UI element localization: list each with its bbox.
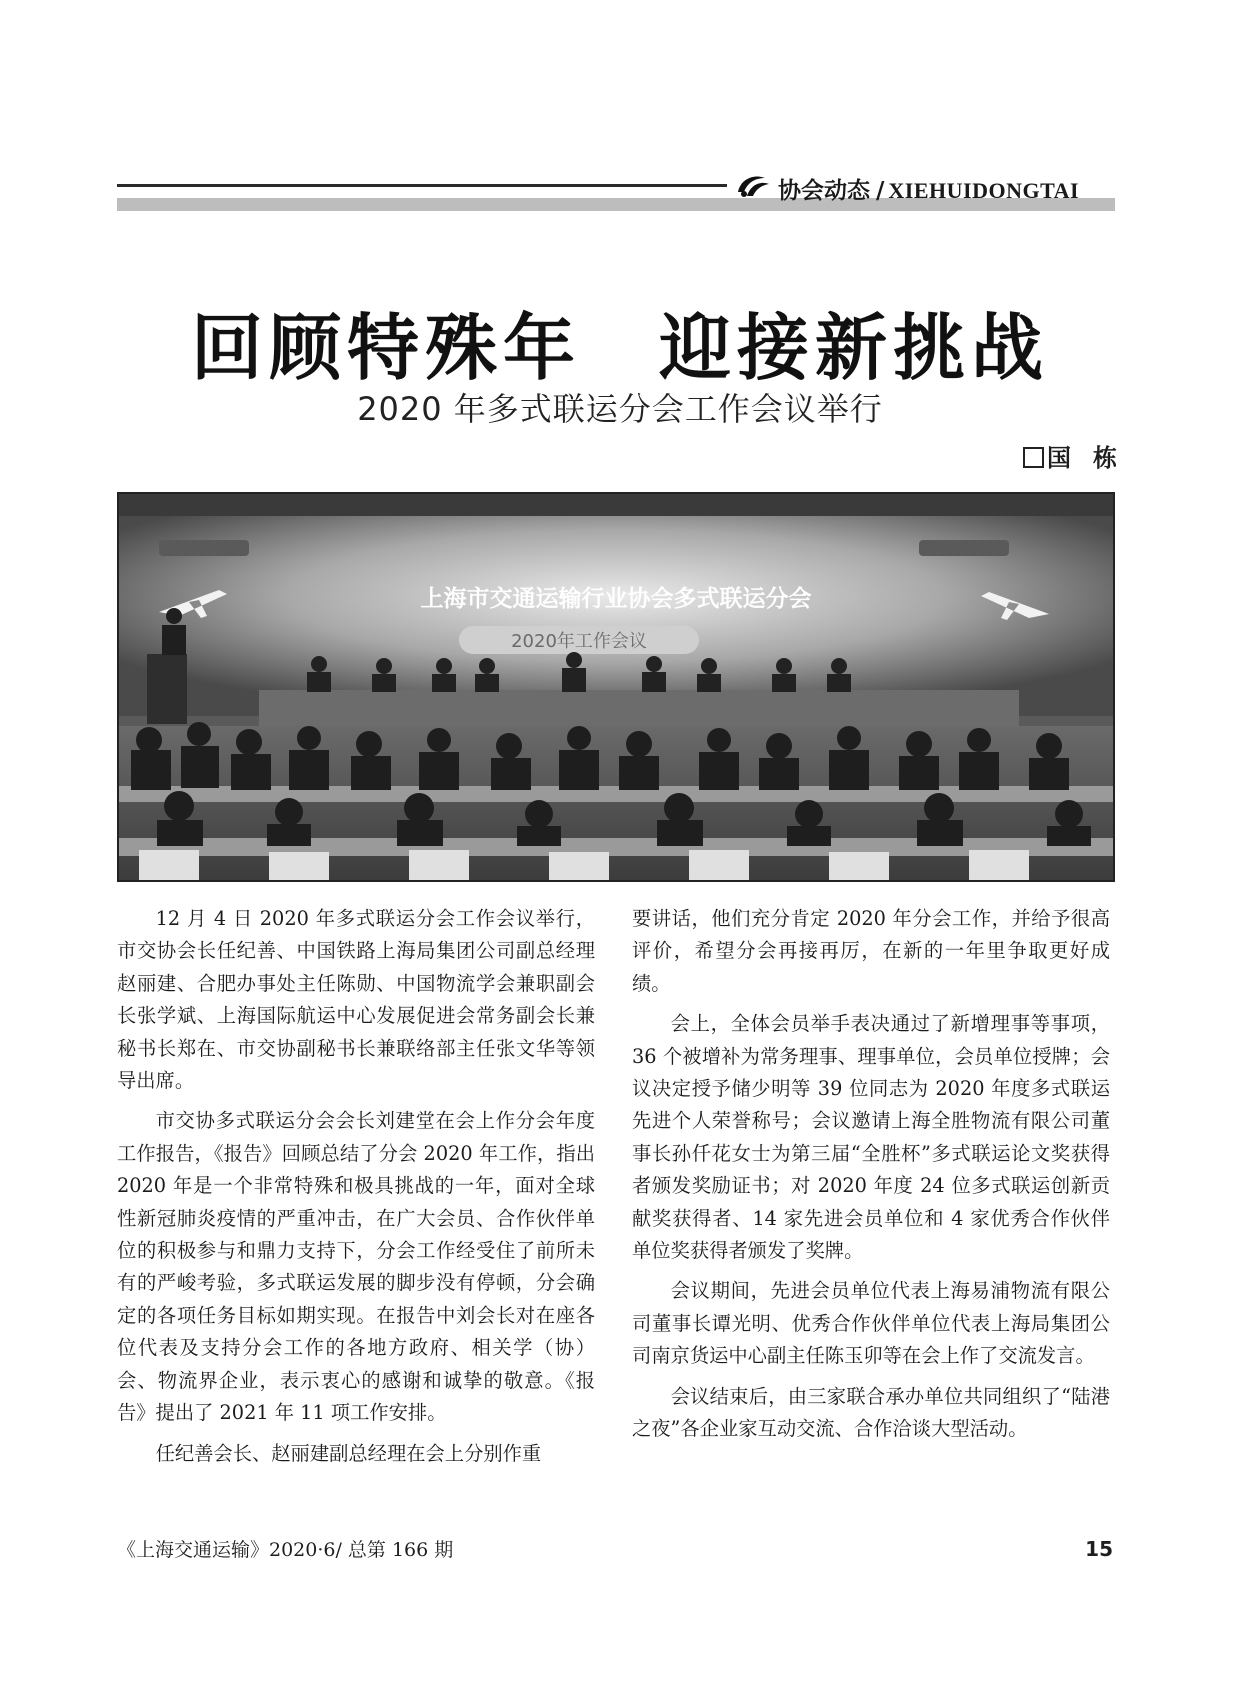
article-title-part1: 回顾特殊年 [190, 305, 581, 390]
body-paragraph: 市交协多式联运分会会长刘建堂在会上作分会年度工作报告，《报告》回顾总结了分会 2020 年工作，指出 2020 年是一个非常特殊和极具挑战的一年，面对全球性新冠肺炎疫情的严重冲击，在广大会员、合作伙伴单位的积极参与和鼎力支持下，分会工作经受住了前所未有的严峻考验，多式联运发展的脚步没有停顿，分会确定的各项任务目标如期实现。在报告中刘会长对在座各位代表及支持分会工作的各地方政府、相关学（协）会、物流界企业，表示衷心的感谢和诚挚的敬意。《报告》提出了 2021 年 11 项工作安排。 [117, 1109, 595, 1425]
article-subtitle: 2020 年多式联运分会工作会议举行 [357, 390, 883, 428]
article-title-part2: 迎接新挑战 [659, 305, 1050, 390]
podium [147, 654, 187, 724]
body-paragraph: 任纪善会长、赵丽建副总经理在会上分别作重 [155, 1441, 542, 1465]
byline-box-icon [1023, 447, 1044, 468]
author-name-part2: 栋 [1093, 443, 1117, 472]
header-rule [117, 184, 727, 187]
conference-photo-image [119, 494, 1113, 880]
author-byline [1023, 438, 1117, 473]
body-paragraph-continuation: 要讲话，他们充分肯定 2020 年分会工作，并给予很高评价，希望分会再接再厉，在新的一年里争取更好成绩。 [632, 907, 1110, 995]
body-column-left [117, 903, 595, 1478]
body-paragraph: 会上，全体会员举手表决通过了新增理事等事项，36 个被增补为常务理事、理事单位，会员单位授牌；会议决定授予储少明等 39 位同志为 2020 年度多式联运先进个人荣誉称号；会议邀请上海全胜物流有限公司董事长孙仟花女士为第三届“全胜杯”多式联运论文奖获得者颁发奖励证书；对 2020 年度 24 位多式联运创新贡献奖获得者、14 家先进会员单位和 4 家优秀合作伙伴单位奖获得者颁发了奖牌。 [632, 1012, 1110, 1263]
article-title [0, 290, 1240, 394]
screen-logo-left [159, 540, 249, 556]
screen-logo-right [919, 540, 1009, 556]
body-paragraph: 会议期间，先进会员单位代表上海易浦物流有限公司董事长谭光明、优秀合作伙伴单位代表上海局集团公司南京货运中心副主任陈玉卯等在会上作了交流发言。 [632, 1279, 1110, 1368]
section-label [778, 172, 1079, 205]
photo-banner-line1: 上海市交通运输行业协会多式联运分会 [420, 586, 812, 612]
journal-footer: 《上海交通运输》2020·6/ 总第 166 期 [117, 1539, 454, 1561]
section-label-separator: / [876, 177, 885, 204]
author-name-part1: 国 [1047, 443, 1071, 472]
conference-photo [117, 492, 1115, 882]
association-logo-icon [735, 172, 771, 200]
section-label-zh: 协会动态 [778, 177, 870, 204]
body-paragraph: 会议结束后，由三家联合承办单位共同组织了“陆港之夜”各企业家互动交流、合作洽谈大型活动。 [632, 1384, 1110, 1441]
section-label-en: XIEHUIDONGTAI [888, 178, 1080, 203]
page-number: 15 [1085, 1537, 1113, 1561]
body-paragraph: 12 月 4 日 2020 年多式联运分会工作会议举行，市交协会长任纪善、中国铁路上海局集团公司副总经理赵丽建、合肥办事处主任陈勋、中国物流学会兼职副会长张学斌、上海国际航运中心发展促进会常务副会长兼秘书长郑在、市交协副秘书长兼联络部主任张文华等领导出席。 [117, 907, 595, 1093]
body-column-right [632, 903, 1110, 1454]
photo-banner-line2: 2020年工作会议 [511, 631, 647, 652]
